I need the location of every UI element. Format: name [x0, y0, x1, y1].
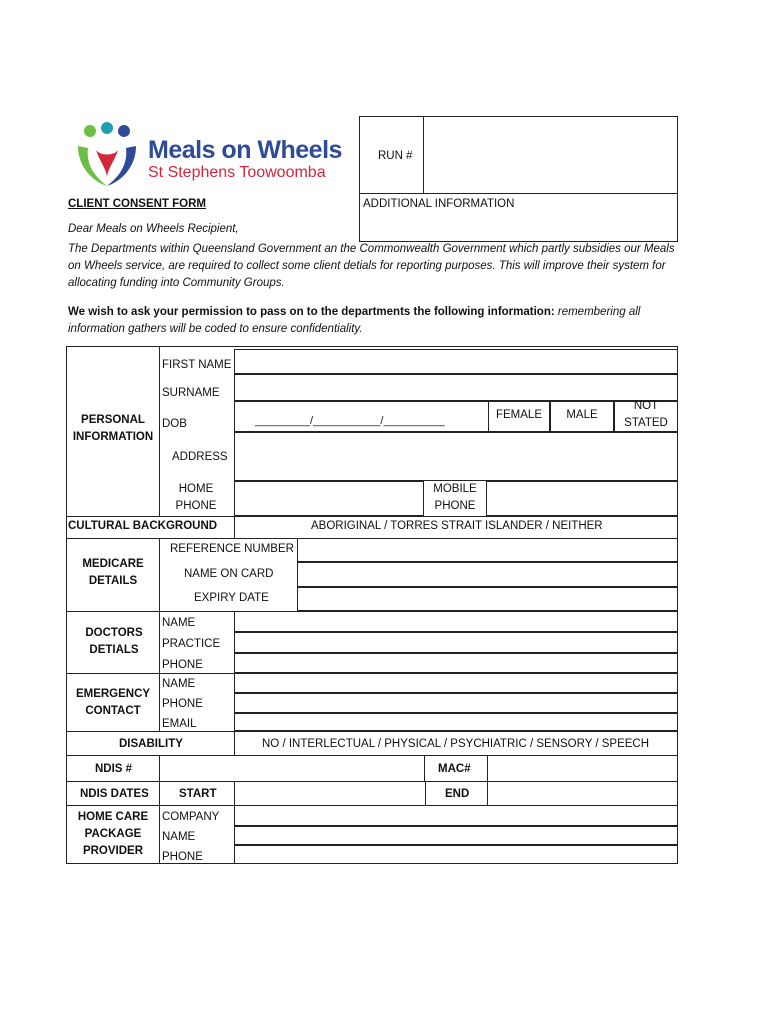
personal-section-label: PERSONAL INFORMATION [72, 414, 154, 443]
mac-label: MAC# [438, 763, 471, 775]
surname-label: SURNAME [162, 387, 220, 399]
permission-bold: We wish to ask your permission to pass on to the departments the following information: [68, 306, 555, 318]
homecare-company-field[interactable] [234, 805, 678, 826]
medicare-expiry-field[interactable] [297, 587, 678, 611]
homecare-phone-label: PHONE [162, 851, 203, 863]
medicare-expiry-label: EXPIRY DATE [194, 592, 269, 604]
emergency-name-field[interactable] [234, 673, 678, 693]
logo-subtitle: St Stephens Toowoomba [148, 164, 326, 181]
doctor-phone-label: PHONE [162, 659, 203, 671]
mobile-phone-field[interactable] [486, 481, 678, 516]
permission-italic: remembering all information gathers will be coded to ensure confidentiality. [68, 306, 641, 335]
medicare-name-label: NAME ON CARD [184, 568, 274, 580]
logo [74, 120, 344, 190]
not-stated-option[interactable] [614, 401, 678, 432]
address-label: ADDRESS [172, 451, 228, 463]
address-field[interactable] [234, 432, 678, 481]
ndis-end-label: END [445, 788, 470, 800]
female-label: FEMALE [495, 409, 542, 421]
male-option[interactable] [550, 401, 614, 432]
intro-paragraph: The Departments within Queensland Government an the Commonwealth Government which partly subsidies our Meals on Wheels service, are required to collect some client detials for reporting purposes. This will improve their system for allocating funding into Community Groups. [68, 243, 675, 289]
dob-label: DOB [162, 418, 187, 430]
emergency-phone-field[interactable] [234, 693, 678, 713]
homecare-company-label: COMPANY [162, 811, 220, 823]
emergency-email-label: EMAIL [162, 718, 197, 730]
surname-field[interactable] [234, 374, 678, 401]
logo-title: Meals on Wheels [148, 136, 342, 164]
logo-figures-icon [74, 120, 142, 188]
doctors-section-label: DOCTORS DETIALS [85, 627, 143, 656]
medicare-reference-field[interactable] [297, 538, 678, 562]
doctor-phone-field[interactable] [234, 653, 678, 673]
run-label: RUN # [378, 150, 413, 162]
disability-options[interactable]: NO / INTERLECTUAL / PHYSICAL / PSYCHIATRIC / SENSORY / SPEECH [262, 738, 650, 750]
mobile-phone-label: MOBILE PHONE [433, 483, 477, 512]
doctor-practice-label: PRACTICE [162, 638, 221, 650]
additional-info-label: ADDITIONAL INFORMATION [363, 198, 515, 210]
cultural-options[interactable]: ABORIGINAL / TORRES STRAIT ISLANDER / NEITHER [311, 520, 603, 532]
additional-info-field[interactable] [360, 212, 677, 241]
emergency-section-label: EMERGENCY CONTACT [75, 688, 151, 717]
female-option[interactable] [488, 401, 550, 432]
male-label: MALE [566, 409, 598, 421]
doctor-name-field[interactable] [234, 611, 678, 632]
mac-field[interactable] [487, 755, 678, 781]
run-number-field[interactable] [424, 117, 677, 193]
ndis-start-label: START [179, 788, 217, 800]
emergency-email-field[interactable] [234, 713, 678, 731]
first-name-field[interactable] [234, 349, 678, 374]
medicare-reference-label: REFERENCE NUMBER [170, 543, 294, 555]
form-title: CLIENT CONSENT FORM [68, 198, 206, 210]
homecare-name-label: NAME [162, 831, 196, 843]
ndis-start-field[interactable] [234, 781, 425, 805]
ndis-end-field[interactable] [487, 781, 678, 805]
disability-label: DISABILITY [119, 738, 183, 750]
ndis-number-field[interactable] [159, 755, 425, 781]
first-name-label: FIRST NAME [162, 359, 232, 371]
cultural-label: CULTURAL BACKGROUND [68, 520, 218, 532]
dob-blank: _________/___________/__________ [255, 415, 445, 427]
home-phone-label: HOME PHONE [175, 483, 217, 512]
ndis-dates-label: NDIS DATES [80, 788, 149, 800]
doctor-practice-field[interactable] [234, 632, 678, 653]
homecare-phone-field[interactable] [234, 845, 678, 864]
greeting: Dear Meals on Wheels Recipient, [68, 223, 239, 235]
doctor-name-label: NAME [162, 617, 196, 629]
ndis-number-label: NDIS # [95, 763, 133, 775]
permission-paragraph [68, 304, 678, 338]
emergency-name-label: NAME [162, 678, 196, 690]
medicare-section-label: MEDICARE DETAILS [82, 558, 144, 587]
not-stated-label: NOT STATED [624, 400, 668, 429]
medicare-name-field[interactable] [297, 562, 678, 587]
homecare-section-label: HOME CARE PACKAGE PROVIDER [77, 811, 149, 857]
home-phone-field[interactable] [234, 481, 424, 516]
emergency-phone-label: PHONE [162, 698, 203, 710]
homecare-name-field[interactable] [234, 826, 678, 845]
